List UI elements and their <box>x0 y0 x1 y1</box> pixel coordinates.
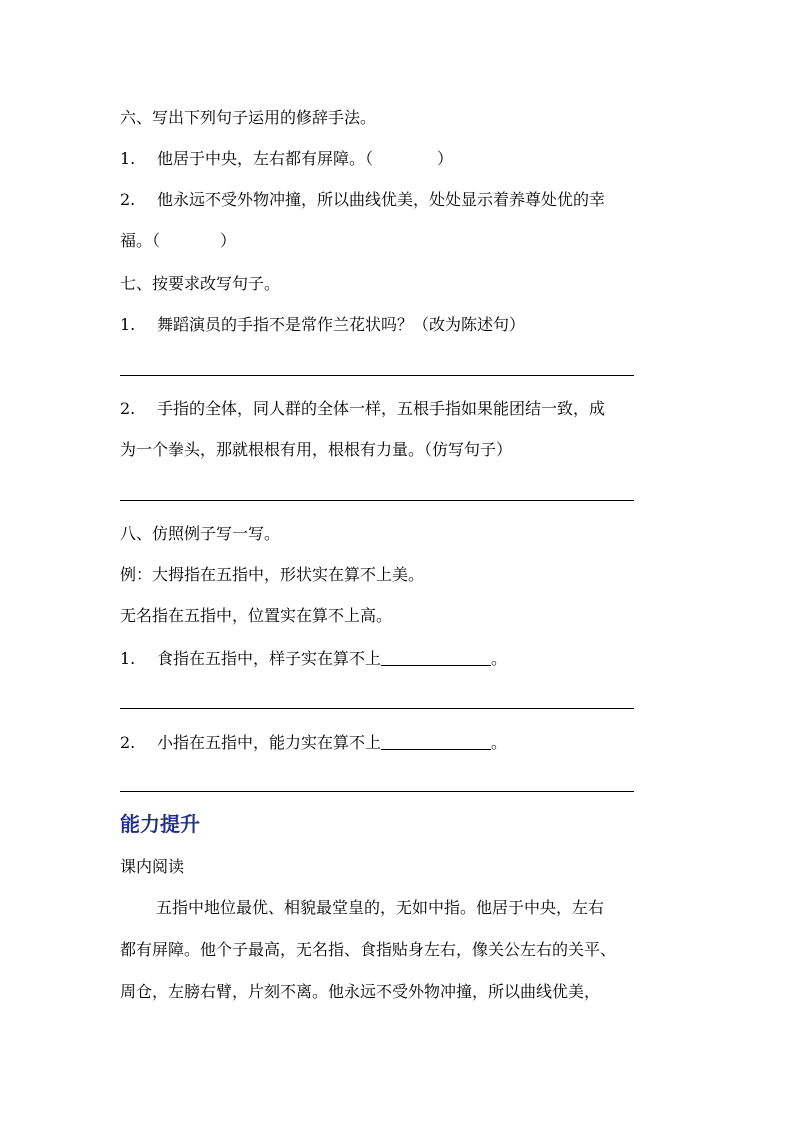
question-text: 舞蹈演员的手指不是常作兰花状吗？（改为陈述句） <box>157 315 526 334</box>
section-8-question-1 <box>120 647 507 671</box>
subheading: 课内阅读 <box>120 857 185 876</box>
reading-paragraph-line: 都有屏障。他个子最高，无名指、食指贴身左右，像关公左右的关平、 <box>120 940 617 959</box>
section-6-title: 六、写出下列句子运用的修辞手法。 <box>120 108 377 127</box>
question-text: 小指在五指中，能力实在算不上 <box>157 733 382 752</box>
close-paren: ） <box>437 149 454 168</box>
reading-paragraph-line: 五指中地位最优、相貌最堂皇的，无如中指。他居于中央，左右 <box>156 898 605 917</box>
answer-line[interactable] <box>120 708 634 709</box>
fill-blank[interactable] <box>381 731 491 750</box>
section-6-question-2-cont <box>120 229 236 253</box>
answer-line[interactable] <box>120 375 634 376</box>
close-paren: ） <box>220 231 237 250</box>
question-number: 1. <box>120 149 136 168</box>
question-number: 2. <box>120 733 136 752</box>
fill-blank[interactable] <box>381 647 491 666</box>
question-text: 食指在五指中，样子实在算不上 <box>157 649 382 668</box>
answer-line[interactable] <box>120 791 634 792</box>
example-sentence: 例：大拇指在五指中，形状实在算不上美。 <box>120 565 425 584</box>
section-8-title: 八、仿照例子写一写。 <box>120 524 281 543</box>
section-heading: 能力提升 <box>120 812 200 836</box>
section-7-question-2 <box>120 397 605 421</box>
sentence-end: 。 <box>491 649 508 668</box>
question-number: 2. <box>120 190 136 209</box>
section-7-title: 七、按要求改写句子。 <box>120 274 281 293</box>
section-8-question-2 <box>120 731 507 755</box>
question-text: 手指的全体，同人群的全体一样，五根手指如果能团结一致，成 <box>157 399 606 418</box>
section-7-question-1 <box>120 313 525 337</box>
question-text: 福。（ <box>120 231 161 250</box>
question-number: 1. <box>120 315 136 334</box>
question-number: 2. <box>120 399 136 418</box>
answer-line[interactable] <box>120 500 634 501</box>
sentence-end: 。 <box>491 733 508 752</box>
question-text: 他居于中央，左右都有屏障。（ <box>157 149 374 168</box>
section-6-question-1 <box>120 147 453 171</box>
answer-space[interactable] <box>373 147 437 171</box>
section-6-question-2 <box>120 188 605 212</box>
question-text: 他永远不受外物冲撞，所以曲线优美，处处显示着养尊处优的幸 <box>157 190 606 209</box>
section-7-question-2-cont: 为一个拳头，那就根根有用，根根有力量。（仿写句子） <box>120 440 513 459</box>
reading-paragraph-line: 周仓，左膀右臂，片刻不离。他永远不受外物冲撞，所以曲线优美， <box>120 982 601 1001</box>
question-number: 1. <box>120 649 136 668</box>
example-sentence: 无名指在五指中，位置实在算不上高。 <box>120 606 393 625</box>
